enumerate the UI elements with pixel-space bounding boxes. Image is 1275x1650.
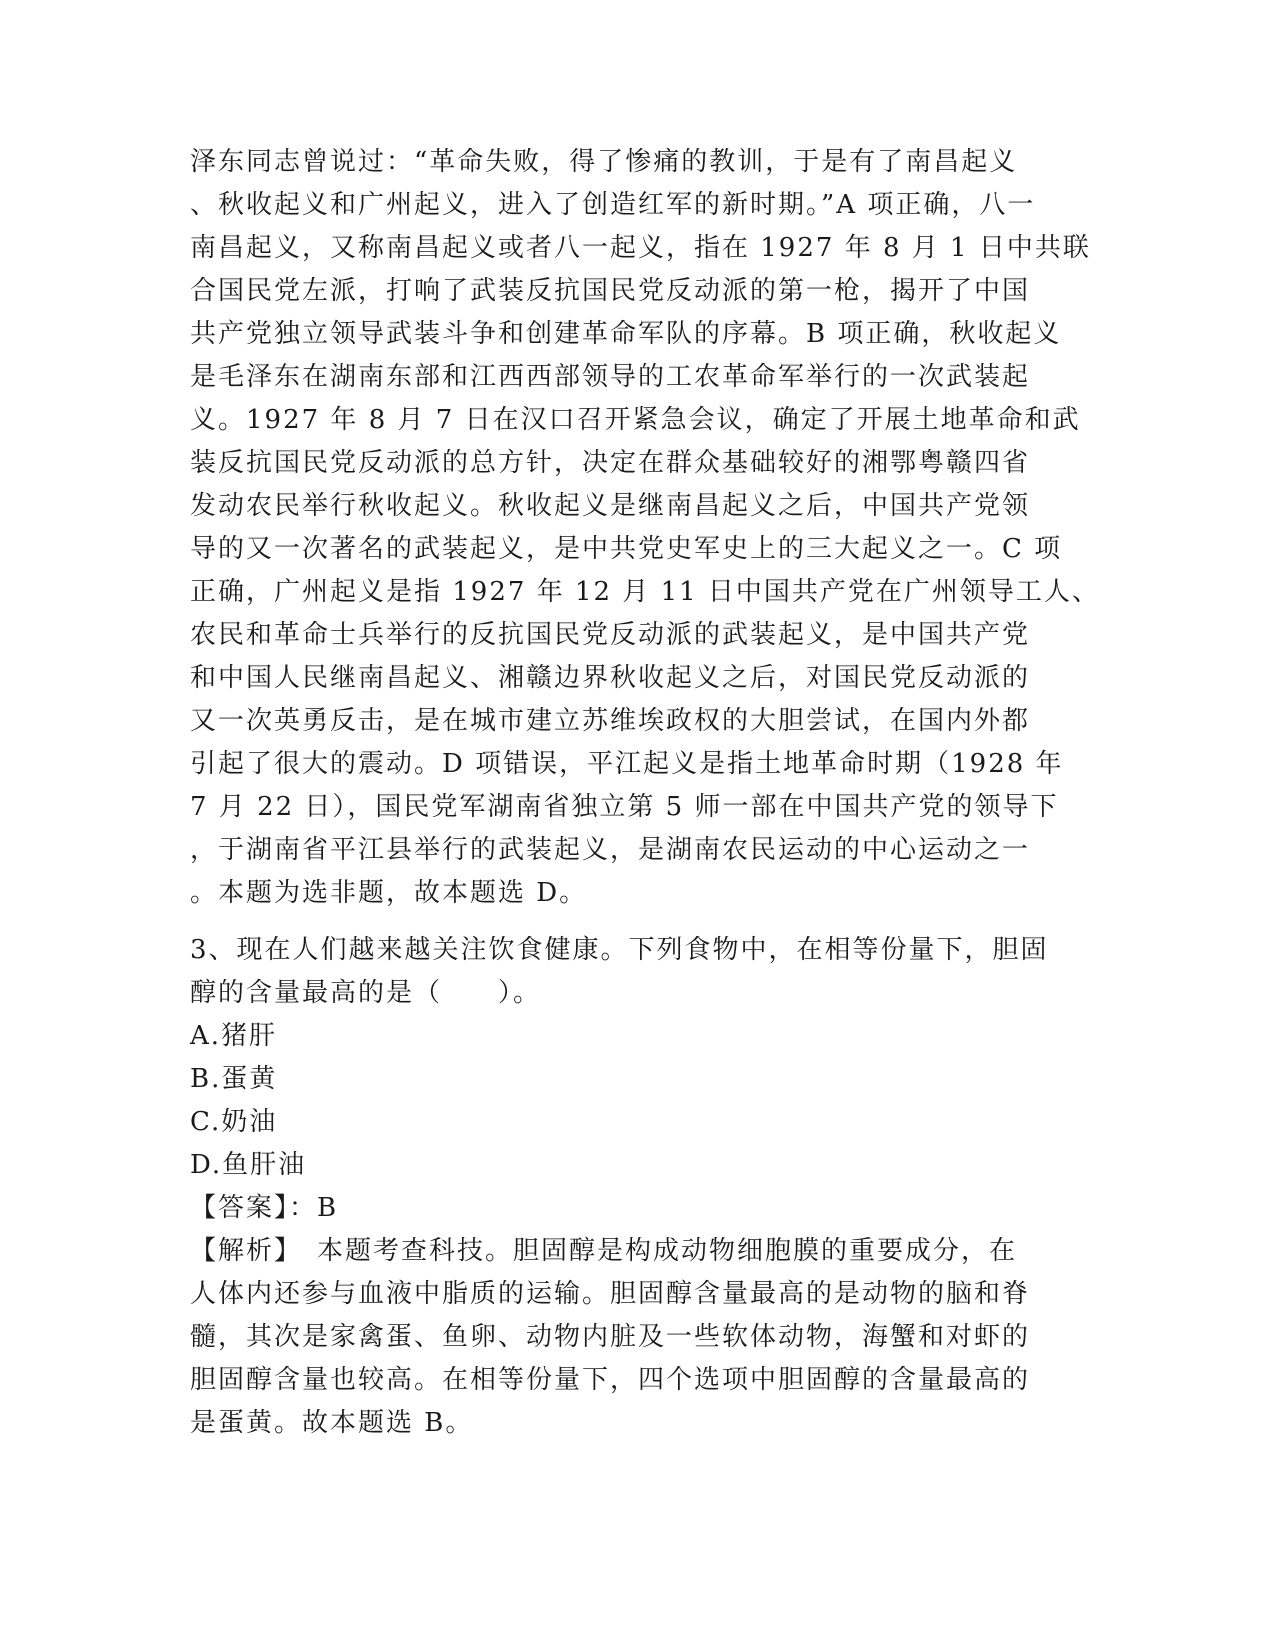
- option-c: C.奶油: [190, 1107, 278, 1137]
- explanation-line: 义。1927 年 8 月 7 日在汉口召开紧急会议，确定了开展土地革命和武: [190, 405, 1081, 435]
- explanation-line: 共产党独立领导武装斗争和创建革命军队的序幕。B 项正确，秋收起义: [190, 319, 1062, 349]
- option-b: B.蛋黄: [190, 1064, 278, 1094]
- question-stem-line: 醇的含量最高的是（ ）。: [190, 978, 542, 1008]
- explanation-line: 又一次英勇反击，是在城市建立苏维埃政权的大胆尝试，在国内外都: [190, 706, 1031, 736]
- explanation-line: 、秋收起义和广州起义，进入了创造红军的新时期。”A 项正确，八一: [190, 190, 1036, 220]
- question-stem-line: 3、现在人们越来越关注饮食健康。下列食物中，在相等份量下，胆固: [190, 935, 1049, 965]
- explanation-line: 发动农民举行秋收起义。秋收起义是继南昌起义之后，中国共产党领: [190, 491, 1031, 521]
- explanation-line: 和中国人民继南昌起义、湘赣边界秋收起义之后，对国民党反动派的: [190, 663, 1031, 693]
- analysis-line: 【解析】 本题考查科技。胆固醇是构成动物细胞膜的重要成分，在: [190, 1236, 1018, 1266]
- analysis-line: 人体内还参与血液中脂质的运输。胆固醇含量最高的是动物的脑和脊: [190, 1279, 1031, 1309]
- explanation-line: 。本题为选非题，故本题选 D。: [190, 878, 588, 908]
- option-d: D.鱼肝油: [190, 1150, 307, 1180]
- explanation-line: 引起了很大的震动。D 项错误，平江起义是指土地革命时期（1928 年: [190, 749, 1064, 779]
- explanation-line: 正确，广州起义是指 1927 年 12 月 11 日中国共产党在广州领导工人、: [190, 577, 1100, 607]
- analysis-line: 胆固醇含量也较高。在相等份量下，四个选项中胆固醇的含量最高的: [190, 1365, 1031, 1395]
- analysis-line: 是蛋黄。故本题选 B。: [190, 1408, 474, 1438]
- explanation-line: 农民和革命士兵举行的反抗国民党反动派的武装起义，是中国共产党: [190, 620, 1031, 650]
- explanation-line: 南昌起义，又称南昌起义或者八一起义，指在 1927 年 8 月 1 日中共联: [190, 233, 1091, 263]
- explanation-line: ，于湖南省平江县举行的武装起义，是湖南农民运动的中心运动之一: [190, 835, 1031, 865]
- explanation-line: 泽东同志曾说过：“革命失败，得了惨痛的教训，于是有了南昌起义: [190, 147, 1018, 177]
- explanation-line: 导的又一次著名的武装起义，是中共党史军史上的三大起义之一。C 项: [190, 534, 1063, 564]
- answer-line: 【答案】：B: [190, 1193, 339, 1223]
- analysis-line: 髓，其次是家禽蛋、鱼卵、动物内脏及一些软体动物，海蟹和对虾的: [190, 1322, 1031, 1352]
- explanation-line: 7 月 22 日），国民党军湖南省独立第 5 师一部在中国共产党的领导下: [190, 792, 1059, 822]
- explanation-line: 装反抗国民党反动派的总方针，决定在群众基础较好的湘鄂粤赣四省: [190, 448, 1031, 478]
- option-a: A.猪肝: [190, 1021, 278, 1051]
- explanation-line: 合国民党左派，打响了武装反抗国民党反动派的第一枪，揭开了中国: [190, 276, 1031, 306]
- explanation-line: 是毛泽东在湖南东部和江西西部领导的工农革命军举行的一次武装起: [190, 362, 1031, 392]
